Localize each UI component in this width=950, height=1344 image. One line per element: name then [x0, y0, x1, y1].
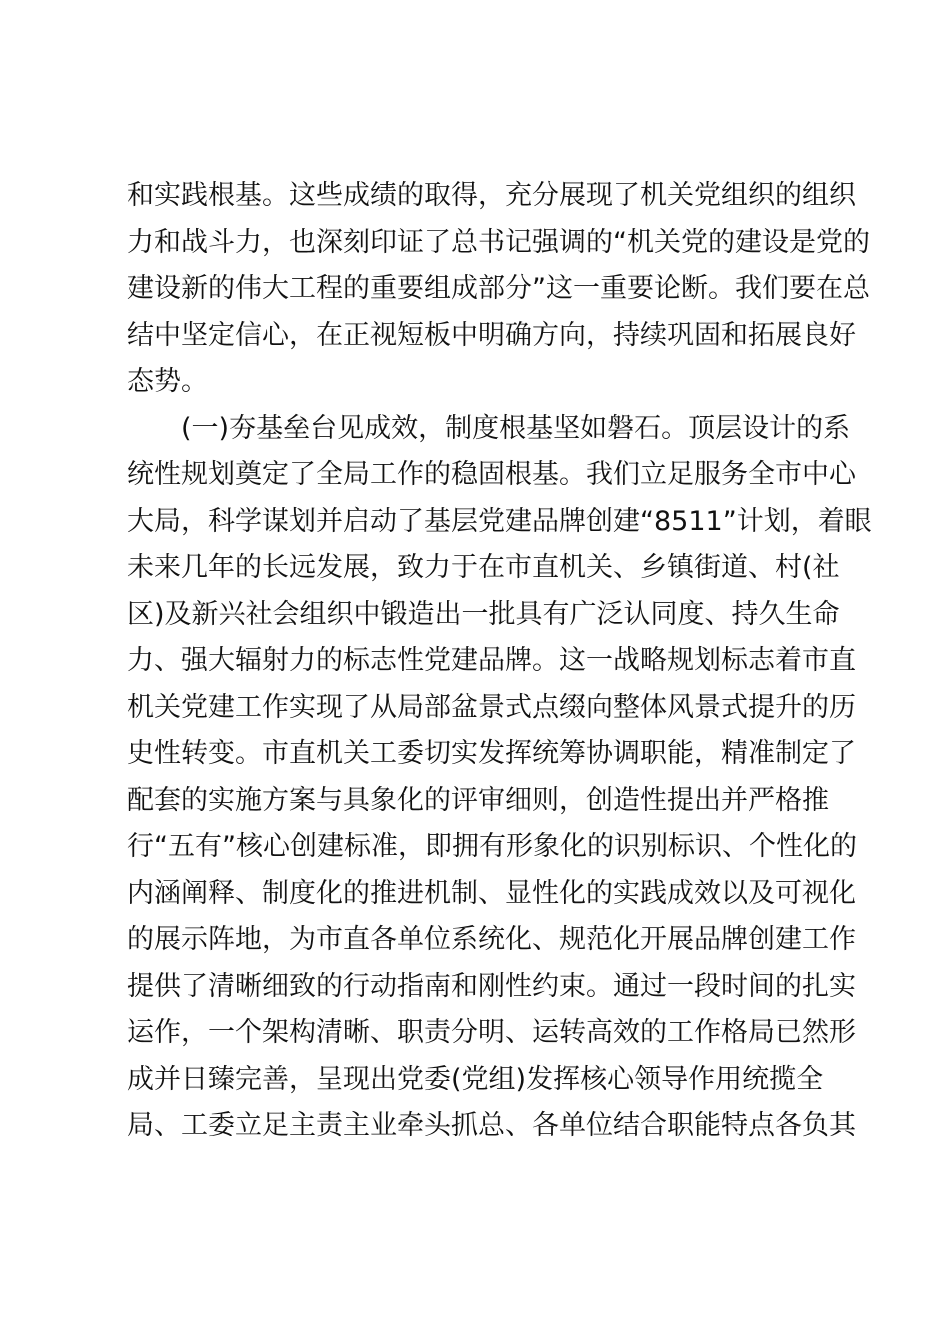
text-line: 态势。	[127, 366, 208, 397]
text-line: 结中坚定信心，在正视短板中明确方向，持续巩固和拓展良好	[127, 319, 856, 351]
text-line: 大局，科学谋划并启动了基层党建品牌创建“8511”计划，着眼	[127, 505, 872, 537]
text-line: 建设新的伟大工程的重要组成部分”这一重要论断。我们要在总	[127, 273, 870, 304]
text-line: 未来几年的长远发展，致力于在市直机关、乡镇街道、村(社	[127, 552, 840, 583]
text-line: 运作，一个架构清晰、职责分明、运转高效的工作格局已然形	[127, 1017, 856, 1048]
text-line: 配套的实施方案与具象化的评审细则，创造性提出并严格推	[127, 784, 829, 816]
text-line: 行“五有”核心创建标准，即拥有形象化的识别标识、个性化的	[127, 831, 857, 862]
text-line: 机关党建工作实现了从局部盆景式点缀向整体风景式提升的历	[127, 691, 856, 723]
section-heading-line: (一)夯基垒台见成效，制度根基坚如磐石。顶层设计的系	[181, 412, 851, 444]
text-line: 统性规划奠定了全局工作的稳固根基。我们立足服务全市中心	[127, 459, 856, 490]
text-line: 力、强大辐射力的标志性党建品牌。这一战略规划标志着市直	[127, 645, 856, 676]
text-line: 区)及新兴社会组织中锻造出一批具有广泛认同度、持久生命	[127, 598, 840, 630]
document-body	[127, 173, 872, 1150]
text-line: 提供了清晰细致的行动指南和刚性约束。通过一段时间的扎实	[127, 970, 856, 1002]
text-line: 力和战斗力，也深刻印证了总书记强调的“机关党的建设是党的	[127, 226, 870, 258]
text-line: 成并日臻完善，呈现出党委(党组)发挥核心领导作用统揽全	[127, 1063, 824, 1095]
text-line: 局、工委立足主责主业牵头抓总、各单位结合职能特点各负其	[127, 1110, 856, 1141]
text-line: 内涵阐释、制度化的推进机制、显性化的实践成效以及可视化	[127, 877, 856, 909]
text-line: 史性转变。市直机关工委切实发挥统筹协调职能，精准制定了	[127, 738, 856, 769]
text-line: 的展示阵地，为市直各单位系统化、规范化开展品牌创建工作	[127, 924, 856, 955]
text-line: 和实践根基。这些成绩的取得，充分展现了机关党组织的组织	[127, 180, 856, 211]
